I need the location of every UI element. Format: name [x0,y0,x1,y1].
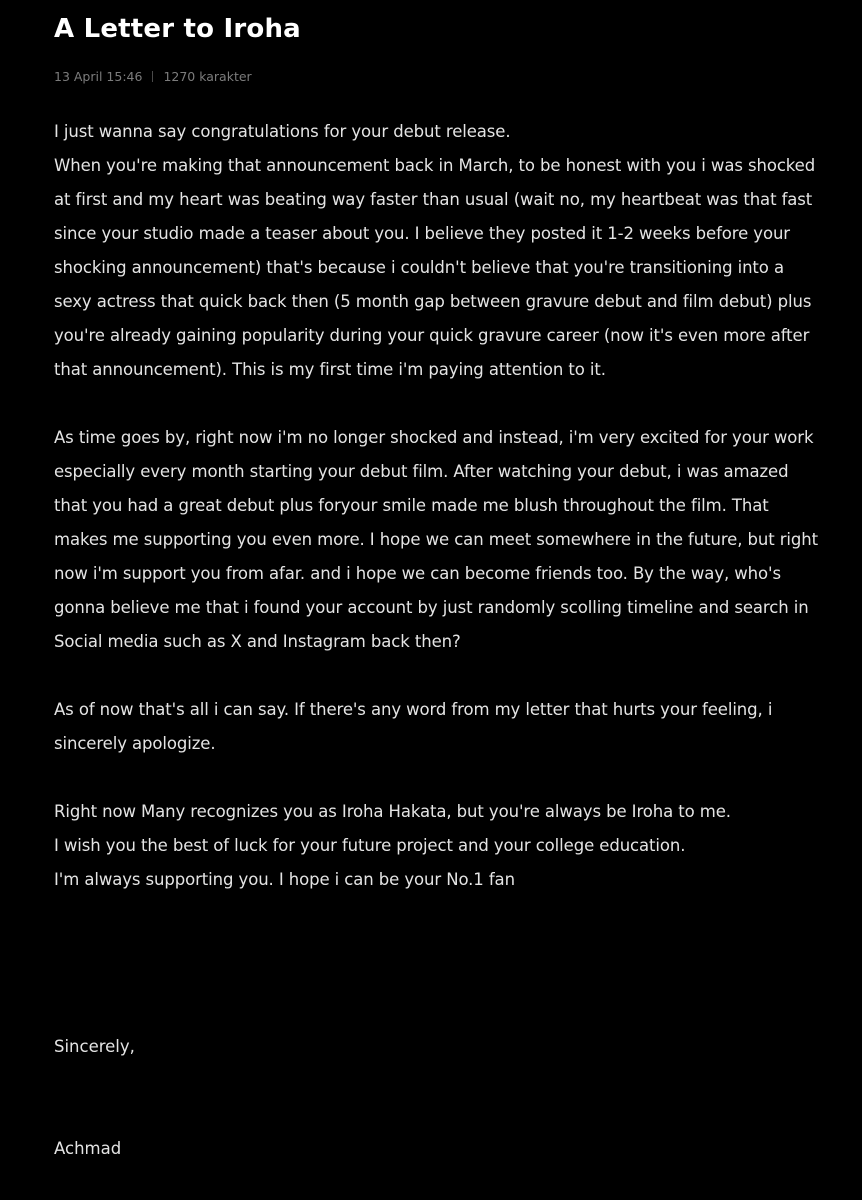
note-line: Right now Many recognizes you as Iroha Hakata, but you're always be Iroha to me. [54,802,731,821]
note-line: As of now that's all i can say. If there's any word from my letter that hurts your feeling, i sincerely apologize. [54,700,773,753]
note-paragraph [54,115,824,387]
note-closing: Sincerely, [54,1037,135,1056]
paragraph-spacer [54,387,824,421]
paragraph-spacer [54,761,824,795]
note-char-count: 1270 karakter [163,69,252,84]
note-paragraph [54,693,824,761]
note-line: I'm always supporting you. I hope i can be your No.1 fan [54,870,515,889]
note-datetime: 13 April 15:46 [54,69,143,84]
note-line: As time goes by, right now i'm no longer shocked and instead, i'm very excited for your work especially every month starting your debut film. After watching your debut, i was amazed that you had a great debut plus foryour smile made me blush throughout the film. That makes me supporting you even more. I hope we can meet somewhere in the future, but right now i'm support you from afar. and i hope we can become friends too. By the way, who's gonna believe me that i found your account by just randomly scolling timeline and search in Social media such as X and Instagram back then? [54,428,819,651]
note-title: A Letter to Iroha [54,14,301,44]
note-line: I just wanna say congratulations for your debut release. [54,122,511,141]
note-signature: Achmad [54,1139,122,1158]
note-paragraph [54,795,824,897]
note-line: When you're making that announcement back in March, to be honest with you i was shocked at first and my heart was beating way faster than usual (wait no, my heartbeat was that fast since your studio made a teaser about you. I believe they posted it 1-2 weeks before your shocking announcement) that's because i couldn't believe that you're transitioning into a sexy actress that quick back then (5 month gap between gravure debut and film debut) plus you're already gaining popularity during your quick gravure career (now it's even more after that announcement). This is my first time i'm paying attention to it. [54,156,816,379]
paragraph-spacer [54,659,824,693]
note-body[interactable] [54,115,824,897]
note-paragraph [54,421,824,659]
meta-divider [152,71,153,82]
note-line: I wish you the best of luck for your future project and your college education. [54,836,686,855]
note-meta [54,69,252,84]
